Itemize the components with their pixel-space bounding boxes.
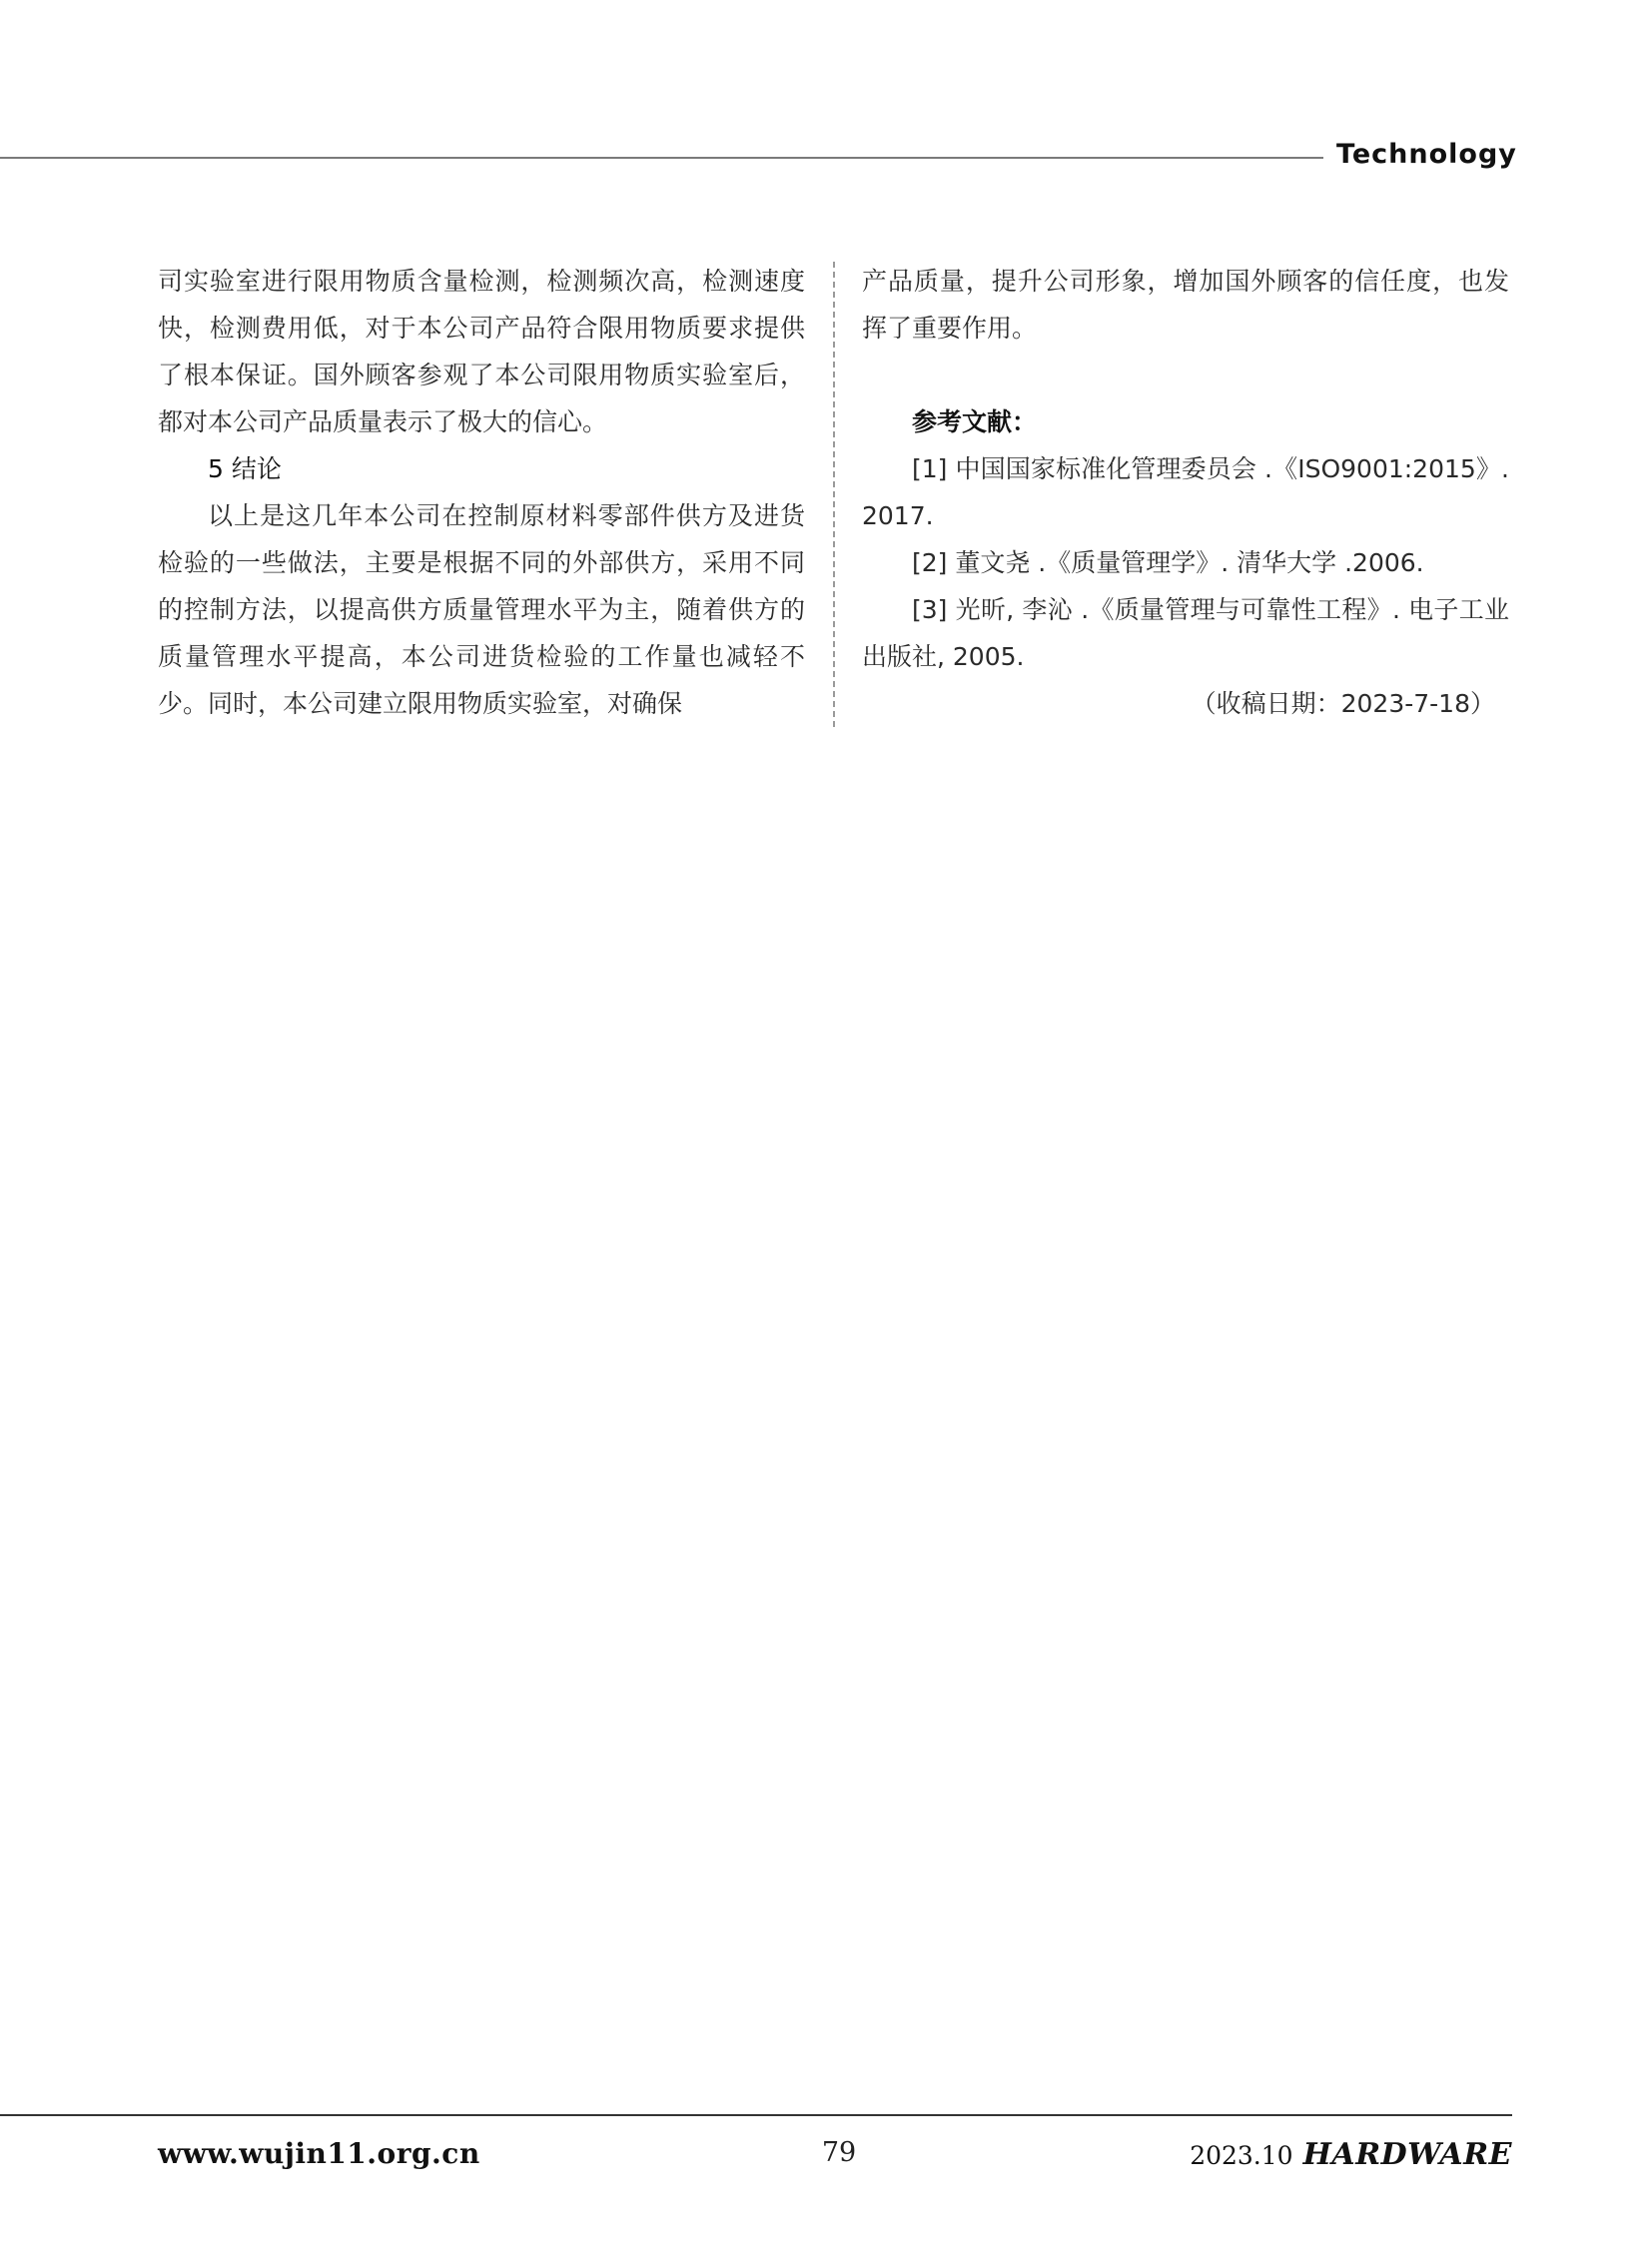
header-rule [0,157,1323,159]
footer-issue-block [1190,2137,1512,2172]
section-heading-conclusion: 5 结论 [208,454,282,483]
right-column [862,258,1509,727]
right-paragraph-continued: 产品质量，提升公司形象，增加国外顾客的信任度，也发挥了重要作用。 [862,267,1509,343]
reference-item-2: [2] 董文尧 .《质量管理学》. 清华大学 .2006. [912,548,1424,577]
column-divider [833,262,835,727]
footer-rule [0,2114,1512,2116]
issue-date: 2023.10 [1190,2141,1293,2170]
reference-item-1: [1] 中国国家标准化管理委员会 .《ISO9001:2015》. 2017. [862,454,1509,530]
page-number: 79 [821,2137,857,2168]
received-date: （收稿日期：2023-7-18） [1191,689,1495,718]
left-paragraph-continued: 司实验室进行限用物质含量检测，检测频次高，检测速度快，检测费用低，对于本公司产品符合限用物质要求提供了根本保证。国外顾客参观了本公司限用物质实验室后，都对本公司产品质量表示了极大的信心。 [158,267,805,436]
section-label: Technology [1336,139,1517,170]
footer-website: www.wujin11.org.cn [158,2137,480,2170]
reference-item-3: [3] 光昕, 李沁 .《质量管理与可靠性工程》. 电子工业出版社, 2005. [862,595,1509,671]
spacer [862,352,1509,398]
references-heading: 参考文献： [912,407,1038,436]
magazine-name: HARDWARE [1302,2137,1512,2172]
left-column [158,258,805,727]
left-paragraph-conclusion: 以上是这几年本公司在控制原材料零部件供方及进货检验的一些做法，主要是根据不同的外部供方，采用不同的控制方法，以提高供方质量管理水平为主，随着供方的质量管理水平提高，本公司进货检验的工作量也减轻不少。同时，本公司建立限用物质实验室，对确保 [158,501,805,718]
